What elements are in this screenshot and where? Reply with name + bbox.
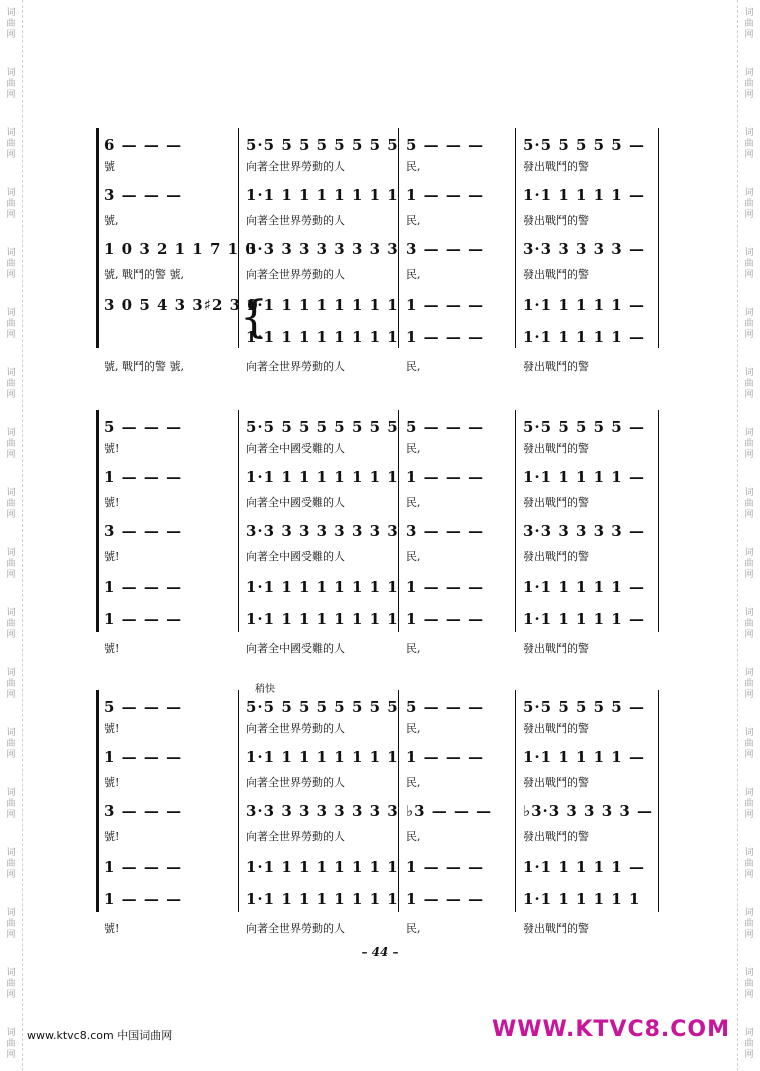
watermark-text: [3, 1028, 19, 1061]
watermark-char: 曲: [744, 19, 754, 29]
watermark-char: 曲: [744, 139, 754, 149]
watermark-char: 曲: [744, 799, 754, 809]
lyric-line: 民,: [406, 642, 421, 655]
watermark-char: 词: [744, 1028, 754, 1038]
notation-part-3-measure-3: 3 — — —: [406, 240, 485, 258]
notation-part-2-measure-1: 1 — — —: [104, 468, 183, 486]
watermark-char: 曲: [744, 439, 754, 449]
notation-part-1-measure-2: 5·5 5 5 5 5 5 5 5: [246, 698, 399, 716]
notation-part-5-measure-4: 1·1 1 1 1 1 —: [523, 328, 645, 346]
watermark-char: 词: [744, 188, 754, 198]
watermark-text: [3, 428, 19, 461]
watermark-text: [741, 8, 757, 41]
lyric-line: 民,: [406, 830, 421, 843]
notation-part-2-measure-1: 3 — — —: [104, 186, 183, 204]
watermark-text: [3, 248, 19, 281]
watermark-char: 词: [744, 248, 754, 258]
notation-part-4-measure-4: 1·1 1 1 1 1 —: [523, 578, 645, 596]
notation-part-1-measure-2: 5·5 5 5 5 5 5 5 5: [246, 136, 399, 154]
notation-part-1-measure-3: 5 — — —: [406, 698, 485, 716]
notation-part-3-measure-1: 3 — — —: [104, 802, 183, 820]
barline: [515, 690, 516, 912]
watermark-char: 词: [744, 428, 754, 438]
watermark-text: [741, 788, 757, 821]
notation-part-1-measure-3: 5 — — —: [406, 418, 485, 436]
watermark-char: 网: [6, 750, 16, 760]
watermark-char: 词: [744, 908, 754, 918]
watermark-char: 词: [744, 308, 754, 318]
notation-part-4-measure-1: 1 — — —: [104, 858, 183, 876]
watermark-char: 词: [6, 848, 16, 858]
lyric-line: 向著全世界勞動的人: [246, 922, 345, 935]
lyric-line: 民,: [406, 776, 421, 789]
watermark-char: 曲: [744, 559, 754, 569]
watermark-text: [741, 308, 757, 341]
notation-part-3-measure-4: 3·3 3 3 3 3 —: [523, 240, 645, 258]
watermark-text: [741, 248, 757, 281]
system-end-bar: [658, 410, 659, 632]
notation-part-2-measure-3: 1 — — —: [406, 748, 485, 766]
watermark-char: 网: [744, 510, 754, 520]
barline: [238, 128, 239, 348]
lyric-line: 發出戰鬥的警: [523, 922, 589, 935]
watermark-char: 曲: [744, 499, 754, 509]
barline: [515, 128, 516, 348]
lyric-line: 發出戰鬥的警: [523, 642, 589, 655]
watermark-text: [3, 128, 19, 161]
lyric-line: 向著全世界勞動的人: [246, 830, 345, 843]
barline: [238, 410, 239, 632]
notation-part-5-measure-2: 1·1 1 1 1 1 1 1 1: [246, 328, 399, 346]
watermark-char: 曲: [744, 379, 754, 389]
watermark-char: 网: [6, 570, 16, 580]
watermark-char: 词: [744, 68, 754, 78]
watermark-char: 词: [6, 668, 16, 678]
watermark-text: [741, 968, 757, 1001]
watermark-char: 词: [744, 728, 754, 738]
watermark-char: 曲: [744, 79, 754, 89]
notation-part-4-measure-1: 1 — — —: [104, 578, 183, 596]
watermark-text: [741, 908, 757, 941]
notation-part-3-measure-4: 3·3 3 3 3 3 —: [523, 522, 645, 540]
watermark-char: 词: [744, 608, 754, 618]
watermark-char: 曲: [744, 739, 754, 749]
watermark-text: [741, 428, 757, 461]
notation-part-3-measure-2: 3·3 3 3 3 3 3 3 3: [246, 802, 399, 820]
watermark-text: [741, 488, 757, 521]
barline: [238, 690, 239, 912]
notation-part-1-measure-3: 5 — — —: [406, 136, 485, 154]
watermark-char: 网: [6, 330, 16, 340]
page-number: – 44 –: [361, 945, 399, 959]
lyric-line: 向著全中國受難的人: [246, 642, 345, 655]
watermark-char: 词: [6, 8, 16, 18]
watermark-char: 词: [6, 488, 16, 498]
watermark-char: 曲: [6, 139, 16, 149]
lyric-line: 民,: [406, 496, 421, 509]
notation-part-4-measure-4: 1·1 1 1 1 1 —: [523, 858, 645, 876]
notation-part-5-measure-2: 1·1 1 1 1 1 1 1 1: [246, 890, 399, 908]
notation-part-4-measure-3: 1 — — —: [406, 578, 485, 596]
watermark-char: 曲: [744, 1039, 754, 1049]
watermark-char: 网: [744, 450, 754, 460]
notation-part-4-measure-3: 1 — — —: [406, 296, 485, 314]
watermark-text: [3, 848, 19, 881]
watermark-char: 网: [6, 990, 16, 1000]
watermark-char: 网: [744, 810, 754, 820]
notation-part-1-measure-4: 5·5 5 5 5 5 —: [523, 418, 645, 436]
notation-part-3-measure-1: 1 0 3 2 1 1 7 1 0: [104, 240, 257, 258]
watermark-char: 网: [6, 450, 16, 460]
watermark-char: 词: [744, 668, 754, 678]
notation-part-3-measure-1: 3 — — —: [104, 522, 183, 540]
barline: [398, 128, 399, 348]
lyric-line: 民,: [406, 722, 421, 735]
lyric-line: 向著全中國受難的人: [246, 442, 345, 455]
lyric-line: 民,: [406, 160, 421, 173]
notation-part-4-measure-2: 1·1 1 1 1 1 1 1 1: [246, 858, 399, 876]
lyric-line: 號!: [104, 922, 120, 935]
watermark-text: [3, 368, 19, 401]
watermark-char: 曲: [6, 259, 16, 269]
watermark-char: 词: [6, 308, 16, 318]
watermark-char: 网: [744, 930, 754, 940]
watermark-char: 曲: [6, 979, 16, 989]
watermark-char: 网: [6, 30, 16, 40]
notation-part-4-measure-2: 1·1 1 1 1 1 1 1 1: [246, 296, 399, 314]
watermark-char: 网: [744, 150, 754, 160]
watermark-char: 曲: [6, 499, 16, 509]
lyric-line: 發出戰鬥的警: [523, 442, 589, 455]
watermark-text: [3, 308, 19, 341]
watermark-char: 网: [6, 1050, 16, 1060]
watermark-char: 曲: [744, 919, 754, 929]
watermark-char: 曲: [744, 979, 754, 989]
lyric-line: 號: [104, 160, 115, 173]
watermark-text: [3, 668, 19, 701]
lyric-line: 發出戰鬥的警: [523, 268, 589, 281]
watermark-char: 网: [744, 390, 754, 400]
lyric-line: 發出戰鬥的警: [523, 830, 589, 843]
watermark-text: [3, 68, 19, 101]
notation-part-2-measure-4: 1·1 1 1 1 1 —: [523, 748, 645, 766]
lyric-line: 民,: [406, 360, 421, 373]
watermark-char: 网: [6, 150, 16, 160]
watermark-text: [3, 548, 19, 581]
notation-part-3-measure-3: ♭3 — — —: [406, 802, 493, 820]
notation-part-1-measure-4: 5·5 5 5 5 5 —: [523, 136, 645, 154]
notation-part-5-measure-4: 1·1 1 1 1 1 1: [523, 890, 641, 908]
watermark-char: 网: [744, 90, 754, 100]
watermark-char: 网: [6, 870, 16, 880]
watermark-text: [741, 728, 757, 761]
watermark-text: [741, 848, 757, 881]
watermark-char: 曲: [6, 379, 16, 389]
watermark-char: 曲: [744, 619, 754, 629]
system-start-bar: [96, 410, 99, 632]
watermark-char: 网: [744, 1050, 754, 1060]
notation-part-2-measure-2: 1·1 1 1 1 1 1 1 1: [246, 186, 399, 204]
notation-part-2-measure-2: 1·1 1 1 1 1 1 1 1: [246, 748, 399, 766]
lyric-line: 號,: [104, 214, 119, 227]
watermark-char: 网: [744, 690, 754, 700]
notation-part-3-measure-4: ♭3·3 3 3 3 3 —: [523, 802, 654, 820]
barline: [398, 410, 399, 632]
notation-part-1-measure-4: 5·5 5 5 5 5 —: [523, 698, 645, 716]
watermark-char: 网: [744, 30, 754, 40]
notation-part-1-measure-2: 5·5 5 5 5 5 5 5 5: [246, 418, 399, 436]
watermark-char: 词: [744, 788, 754, 798]
lyric-line: 向著全世界勞動的人: [246, 214, 345, 227]
watermark-char: 曲: [6, 919, 16, 929]
tempo-marking: 稍快: [255, 684, 275, 695]
lyric-line: 發出戰鬥的警: [523, 776, 589, 789]
watermark-char: 词: [744, 848, 754, 858]
watermark-char: 曲: [6, 199, 16, 209]
watermark-char: 网: [6, 210, 16, 220]
watermark-char: 词: [744, 548, 754, 558]
watermark-char: 词: [6, 1028, 16, 1038]
watermark-text: [741, 368, 757, 401]
notation-part-3-measure-3: 3 — — —: [406, 522, 485, 540]
footer-site-logo: WWW.KTVC8.COM: [492, 1017, 730, 1042]
watermark-text: [741, 1028, 757, 1061]
notation-part-5-measure-1: 1 — — —: [104, 890, 183, 908]
watermark-char: 词: [6, 368, 16, 378]
watermark-char: 词: [6, 128, 16, 138]
watermark-char: 网: [744, 270, 754, 280]
watermark-char: 曲: [744, 199, 754, 209]
watermark-char: 曲: [6, 1039, 16, 1049]
watermark-text: [741, 68, 757, 101]
watermark-char: 词: [6, 788, 16, 798]
watermark-text: [3, 488, 19, 521]
watermark-text: [741, 608, 757, 641]
notation-part-5-measure-3: 1 — — —: [406, 890, 485, 908]
watermark-text: [3, 8, 19, 41]
lyric-line: 向著全中國受難的人: [246, 550, 345, 563]
notation-part-4-measure-4: 1·1 1 1 1 1 —: [523, 296, 645, 314]
watermark-char: 曲: [6, 559, 16, 569]
system-end-bar: [658, 128, 659, 348]
watermark-text: [741, 128, 757, 161]
lyric-line: 號!: [104, 642, 120, 655]
watermark-char: 曲: [744, 679, 754, 689]
notation-part-5-measure-1: 1 — — —: [104, 610, 183, 628]
barline: [515, 410, 516, 632]
watermark-char: 曲: [6, 319, 16, 329]
watermark-text: [741, 548, 757, 581]
watermark-char: 词: [744, 488, 754, 498]
footer-site-text: www.ktvc8.com 中国词曲网: [27, 1029, 173, 1042]
lyric-line: 發出戰鬥的警: [523, 722, 589, 735]
system-start-bar: [96, 690, 99, 912]
notation-part-2-measure-4: 1·1 1 1 1 1 —: [523, 468, 645, 486]
lyric-line: 向著全世界勞動的人: [246, 268, 345, 281]
watermark-char: 网: [744, 750, 754, 760]
watermark-char: 网: [744, 210, 754, 220]
lyric-line: 發出戰鬥的警: [523, 160, 589, 173]
notation-part-5-measure-3: 1 — — —: [406, 328, 485, 346]
watermark-text: [3, 728, 19, 761]
watermark-char: 曲: [6, 619, 16, 629]
watermark-char: 词: [6, 728, 16, 738]
notation-part-4-measure-1: 3 0 5 4 3 3♯2 3 0: [104, 296, 259, 314]
lyric-line: 號!: [104, 550, 120, 563]
watermark-char: 曲: [744, 319, 754, 329]
lyric-line: 發出戰鬥的警: [523, 360, 589, 373]
lyric-line: 發出戰鬥的警: [523, 550, 589, 563]
watermark-text: [3, 608, 19, 641]
watermark-char: 网: [744, 870, 754, 880]
notation-part-5-measure-3: 1 — — —: [406, 610, 485, 628]
notation-part-4-measure-2: 1·1 1 1 1 1 1 1 1: [246, 578, 399, 596]
watermark-text: [741, 188, 757, 221]
watermark-text: [3, 788, 19, 821]
watermark-char: 曲: [6, 679, 16, 689]
score-system-2: [90, 410, 670, 655]
lyric-line: 號!: [104, 442, 120, 455]
system-start-bar: [96, 128, 99, 348]
watermark-char: 曲: [6, 439, 16, 449]
watermark-char: 网: [744, 570, 754, 580]
notation-part-3-measure-2: 3·3 3 3 3 3 3 3 3: [246, 522, 399, 540]
lyric-line: 號!: [104, 776, 120, 789]
lyric-line: 向著全世界勞動的人: [246, 360, 345, 373]
notation-part-1-measure-1: 5 — — —: [104, 418, 183, 436]
lyric-line: 民,: [406, 550, 421, 563]
notation-part-3-measure-2: 3·3 3 3 3 3 3 3 3: [246, 240, 399, 258]
watermark-char: 网: [6, 390, 16, 400]
lyric-line: 民,: [406, 442, 421, 455]
watermark-char: 曲: [6, 19, 16, 29]
barline: [398, 690, 399, 912]
lyric-line: 發出戰鬥的警: [523, 496, 589, 509]
watermark-char: 网: [6, 810, 16, 820]
watermark-text: [3, 968, 19, 1001]
lyric-line: 發出戰鬥的警: [523, 214, 589, 227]
watermark-char: 网: [6, 510, 16, 520]
watermark-char: 词: [6, 68, 16, 78]
notation-part-2-measure-1: 1 — — —: [104, 748, 183, 766]
watermark-char: 曲: [6, 859, 16, 869]
score-system-3: [90, 684, 670, 935]
watermark-char: 词: [6, 548, 16, 558]
notation-part-2-measure-3: 1 — — —: [406, 468, 485, 486]
watermark-char: 词: [6, 428, 16, 438]
watermark-char: 词: [744, 968, 754, 978]
watermark-char: 词: [6, 248, 16, 258]
watermark-char: 网: [6, 630, 16, 640]
lyric-line: 號, 戰鬥的警 號,: [104, 268, 184, 281]
lyric-line: 民,: [406, 268, 421, 281]
notation-part-5-measure-2: 1·1 1 1 1 1 1 1 1: [246, 610, 399, 628]
watermark-char: 网: [744, 990, 754, 1000]
notation-part-2-measure-3: 1 — — —: [406, 186, 485, 204]
watermark-char: 词: [744, 128, 754, 138]
watermark-text: [741, 668, 757, 701]
watermark-char: 网: [6, 270, 16, 280]
watermark-text: [3, 188, 19, 221]
lyric-line: 號!: [104, 722, 120, 735]
notation-part-1-measure-1: 5 — — —: [104, 698, 183, 716]
lyric-line: 向著全世界勞動的人: [246, 722, 345, 735]
watermark-char: 词: [744, 368, 754, 378]
watermark-char: 曲: [6, 79, 16, 89]
watermark-char: 词: [6, 968, 16, 978]
lyric-line: 民,: [406, 214, 421, 227]
lyric-line: 號!: [104, 496, 120, 509]
watermark-char: 网: [6, 690, 16, 700]
watermark-char: 网: [6, 90, 16, 100]
system-end-bar: [658, 690, 659, 912]
watermark-char: 曲: [744, 259, 754, 269]
notation-part-2-measure-2: 1·1 1 1 1 1 1 1 1: [246, 468, 399, 486]
notation-part-1-measure-1: 6 — — —: [104, 136, 183, 154]
watermark-char: 曲: [744, 859, 754, 869]
watermark-char: 网: [6, 930, 16, 940]
watermark-char: 词: [6, 188, 16, 198]
watermark-char: 网: [744, 330, 754, 340]
lyric-line: 向著全世界勞動的人: [246, 160, 345, 173]
lyric-line: 向著全世界勞動的人: [246, 776, 345, 789]
lyric-line: 民,: [406, 922, 421, 935]
notation-part-4-measure-3: 1 — — —: [406, 858, 485, 876]
lyric-line: 向著全中國受難的人: [246, 496, 345, 509]
watermark-text: [3, 908, 19, 941]
watermark-char: 曲: [6, 739, 16, 749]
lyric-line: 號, 戰鬥的警 號,: [104, 360, 184, 373]
score-system-1: [90, 128, 670, 373]
watermark-char: 网: [744, 630, 754, 640]
watermark-char: 词: [744, 8, 754, 18]
watermark-char: 词: [6, 908, 16, 918]
watermark-char: 曲: [6, 799, 16, 809]
notation-part-2-measure-4: 1·1 1 1 1 1 —: [523, 186, 645, 204]
lyric-line: 號!: [104, 830, 120, 843]
watermark-char: 词: [6, 608, 16, 618]
notation-part-5-measure-4: 1·1 1 1 1 1 —: [523, 610, 645, 628]
brace: {: [240, 292, 268, 343]
